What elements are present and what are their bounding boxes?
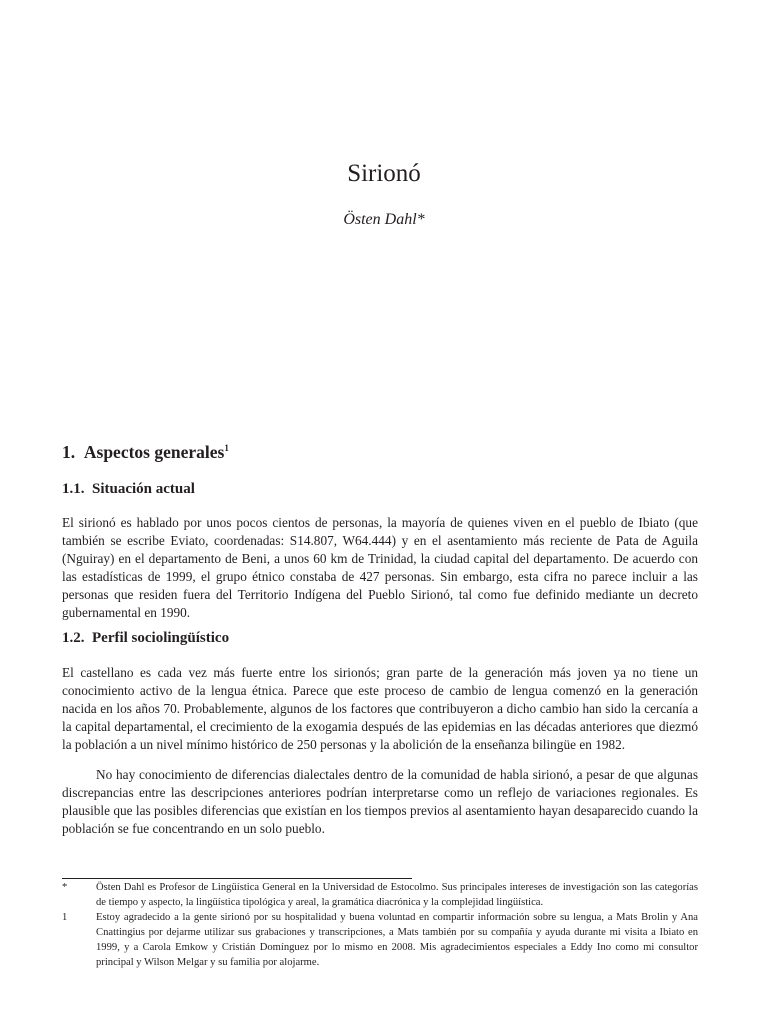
footnote-mark: * xyxy=(62,882,68,893)
author-line xyxy=(0,208,768,232)
document-title: Sirionó xyxy=(347,160,421,187)
paragraph-perfil-2: No hay conocimiento de diferencias dialectales dentro de la comunidad de habla sirionó, a pesar de que algunas discrepancias entre las descripciones anteriores podrían interpretarse como un reflejo de variaciones regionales. Es plausible que las posibles diferencias que existían en los tiempos previos al asentamiento hayan desaparecido cuando la población se fue concentrando en un solo pueblo. xyxy=(62,767,698,836)
author-name: Östen Dahl xyxy=(343,211,417,228)
section-title: Aspectos generales xyxy=(83,442,225,462)
section-number: 1. xyxy=(62,442,76,462)
subsection-title: Situación actual xyxy=(92,481,195,497)
footnote-item xyxy=(62,880,698,910)
paragraph-situacion: El sirionó es hablado por unos pocos cientos de personas, la mayoría de quienes viven en el pueblo de Ibiato (que también se escribe Eviato, coordenadas: S14.807, W64.444) y en el asentamiento más reciente de Pata de Aguila (Nguiray) en el departamento de Beni, a unos 60 km de Trinidad, la ciudad capital del departamento. De acuerdo con las estadísticas de 1999, el grupo étnico constaba de 427 personas. Sin embargo, esta cifra no parece incluir a las personas que residen fuera del Territorio Indígena del Pueblo Sirionó, tal como fue definido mediante un decreto gubernamental en 1990. xyxy=(62,515,698,620)
footnote-mark: 1 xyxy=(62,912,68,923)
footnote-separator xyxy=(62,878,412,879)
footnote-ref: 1 xyxy=(224,443,229,454)
subsection-number: 1.2. xyxy=(62,630,85,646)
subsection-heading-situacion xyxy=(62,478,195,500)
footnote-text: Östen Dahl es Profesor de Lingüística General en la Universidad de Estocolmo. Sus principales intereses de investigación son las categorías de tiempo y aspecto, la lingüística tipológica y areal, la gramática diacrónica y la complejidad lingüística. xyxy=(96,882,698,908)
paragraph-perfil-1: El castellano es cada vez más fuerte entre los sirionós; gran parte de la generación más joven ya no tiene un conocimiento activo de la lengua étnica. Parece que este proceso de cambio de lengua comenzó en la generación nacida en los años 70. Probablemente, algunos de los factores que contribuyeron a dicho cambio han sido la cercanía a la capital departamental, el crecimiento de la exogamia después de las epidemias en las décadas anteriores que diezmó la población a un nivel mínimo histórico de 250 personas y la abolición de la enseñanza bilingüe en 1982. xyxy=(62,665,698,752)
footnote-item xyxy=(62,910,698,970)
footnote-text: Estoy agradecido a la gente sirionó por su hospitalidad y buena voluntad en compartir información sobre su lengua, a Mats Brolin y Ana Cnattingius por dejarme utilizar sus grabaciones y transcripciones, a Mats también por su compañía y ayuda durante mi visita a Ibiato en 1999, y a Carola Emkow y Cristián Domínguez por lo mismo en 2008. Mis agradecimientos especiales a Eddy Ino como mi consultor principal y Wilson Melgar y su familia por alojarme. xyxy=(96,912,698,968)
author-footnote-mark: * xyxy=(416,211,425,228)
subsection-heading-perfil xyxy=(62,627,229,649)
footnotes xyxy=(62,880,698,970)
section-heading xyxy=(62,440,229,464)
subsection-title: Perfil sociolingüístico xyxy=(92,630,230,646)
subsection-number: 1.1. xyxy=(62,481,85,497)
